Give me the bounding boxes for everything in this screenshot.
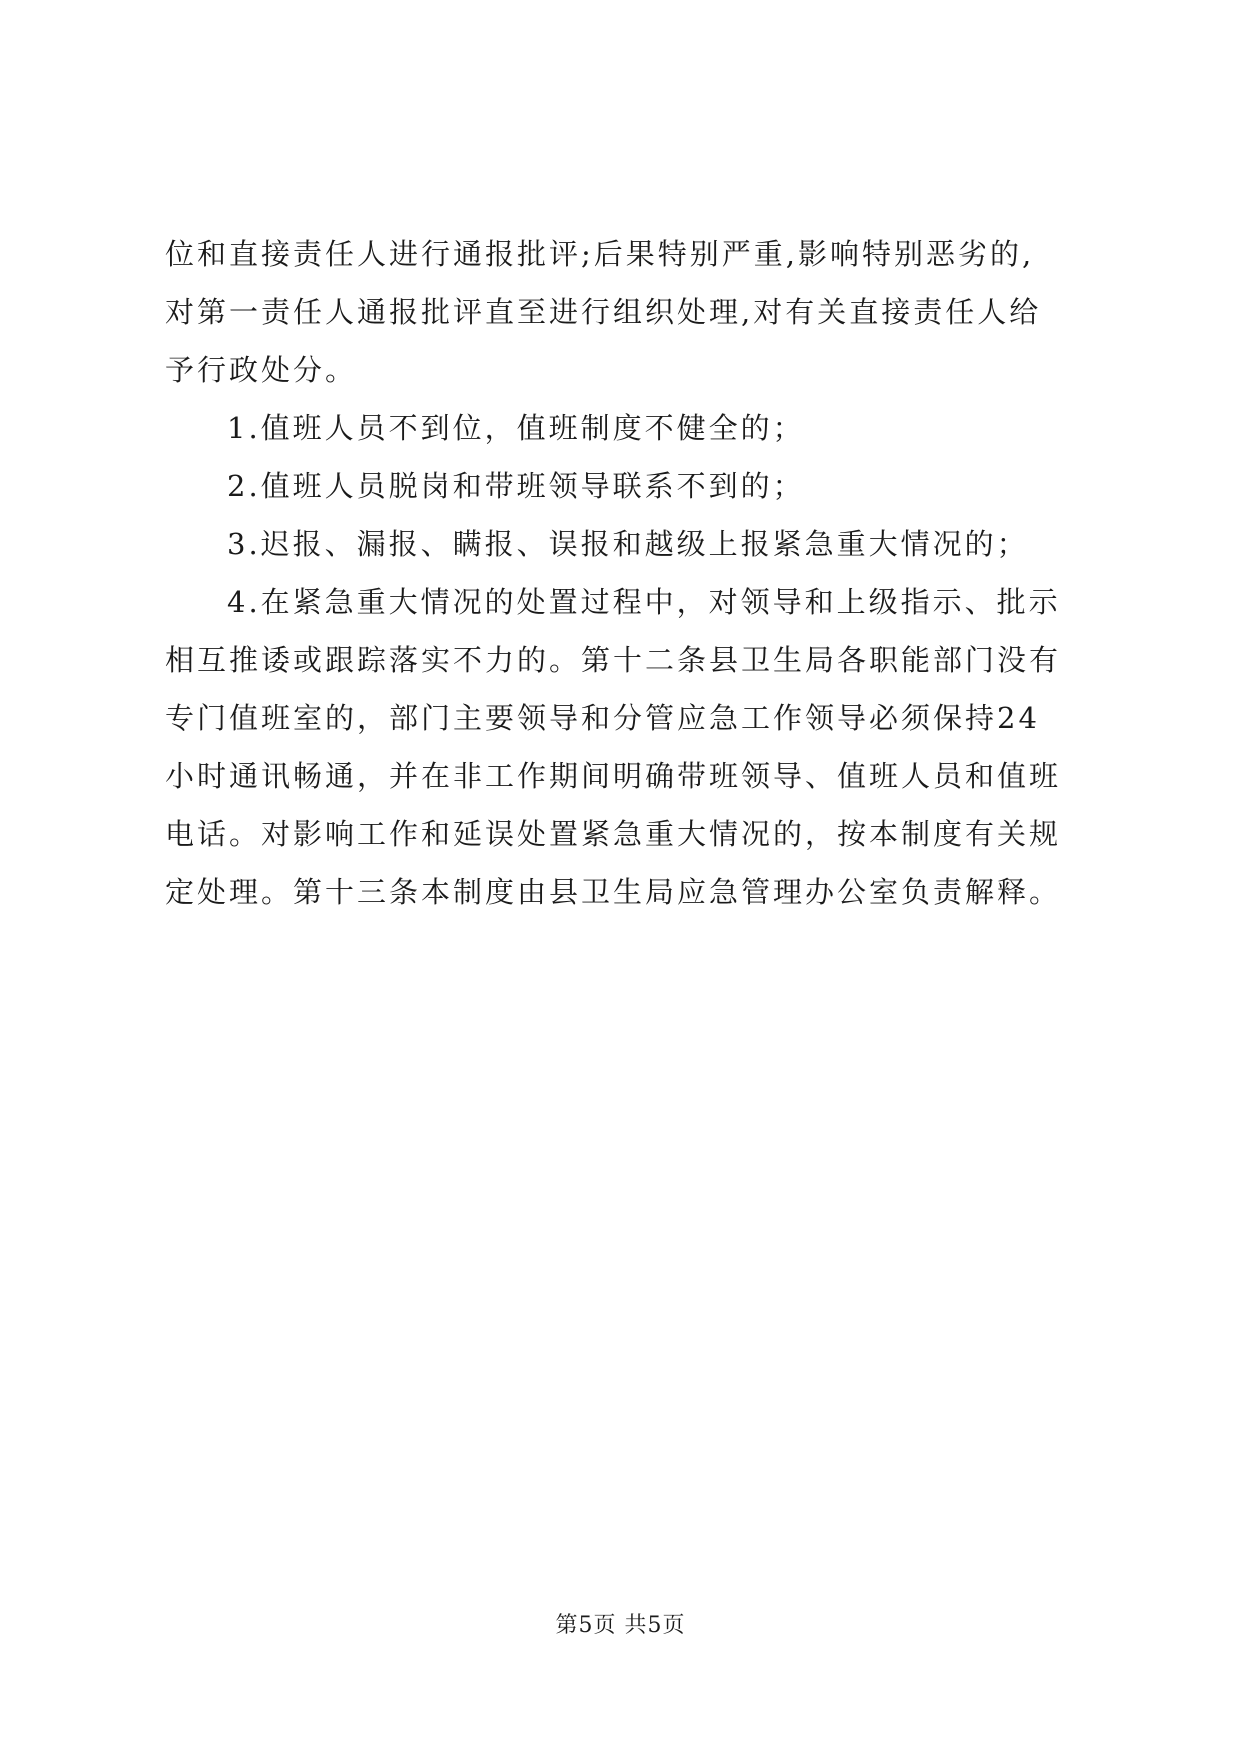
body-line: 对第一责任人通报批评直至进行组织处理,对有关直接责任人给: [165, 295, 1042, 329]
body-line: 小时通讯畅通，并在非工作期间明确带班领导、值班人员和值班: [165, 759, 1062, 793]
body-line: 定处理。第十三条本制度由县卫生局应急管理办公室负责解释。: [165, 875, 1062, 909]
body-line: 予行政处分。: [165, 353, 358, 387]
list-item-2: 2.值班人员脱岗和带班领导联系不到的；: [227, 469, 805, 503]
body-line: 专门值班室的，部门主要领导和分管应急工作领导必须保持24: [165, 701, 1040, 735]
document-body: [165, 225, 1095, 921]
list-item-1: 1.值班人员不到位，值班制度不健全的；: [227, 411, 805, 445]
list-item-3: 3.迟报、漏报、瞒报、误报和越级上报紧急重大情况的；: [227, 527, 1029, 561]
body-line: 位和直接责任人进行通报批评;后果特别严重,影响特别恶劣的,: [165, 237, 1035, 271]
list-item-4: 4.在紧急重大情况的处置过程中，对领导和上级指示、批示: [227, 585, 1061, 619]
body-line: 电话。对影响工作和延误处置紧急重大情况的，按本制度有关规: [165, 817, 1062, 851]
page-number-footer: 第5页 共5页: [555, 1613, 686, 1638]
body-line: 相互推诿或跟踪落实不力的。第十二条县卫生局各职能部门没有: [165, 643, 1062, 677]
